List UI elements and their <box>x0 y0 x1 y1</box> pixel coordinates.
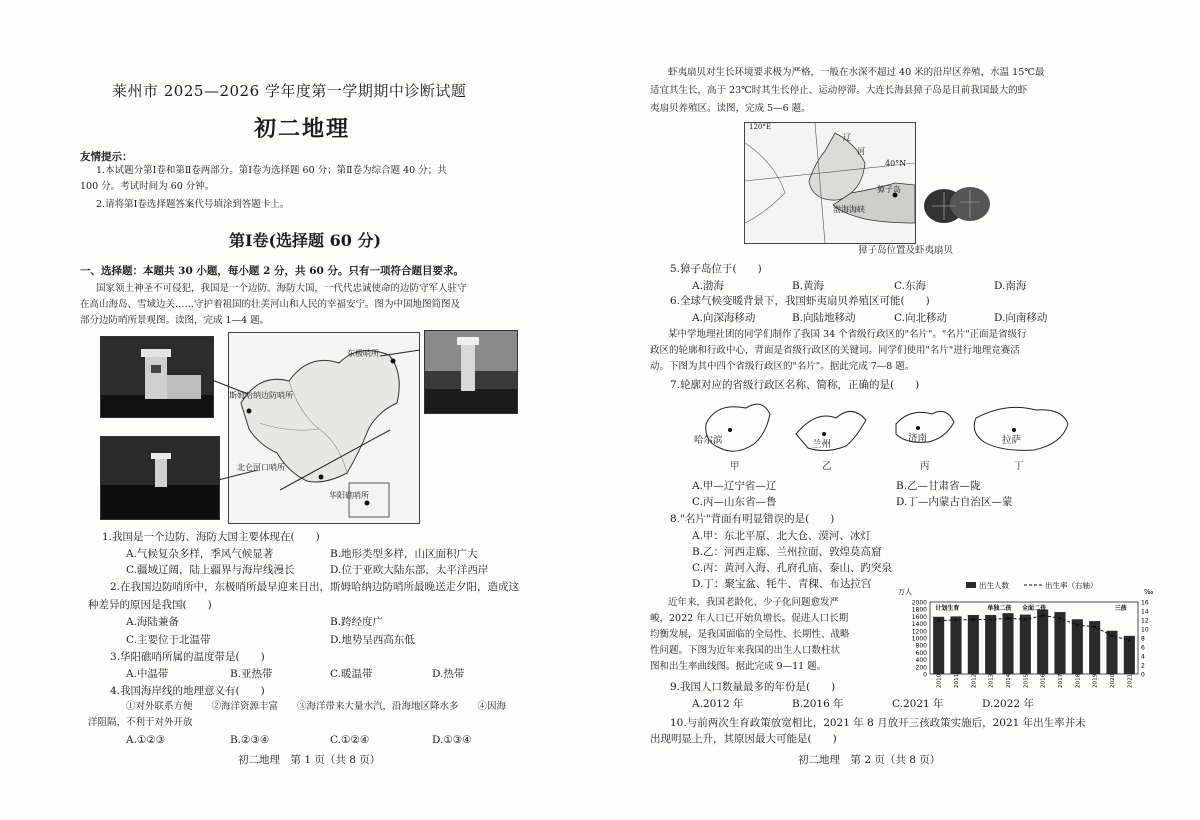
birth-chart <box>896 578 1166 690</box>
q3-stem: 3.华阳礁哨所属的温度带是( ) <box>110 651 265 663</box>
notice-heading: 友情提示： <box>80 151 133 163</box>
left-tick-label: 1600 <box>911 613 927 621</box>
q2-option-a[interactable]: A.海陆兼备 <box>126 616 179 628</box>
q8-option-b[interactable]: B.乙：河西走廊、兰州拉面、敦煌莫高窟 <box>692 546 882 558</box>
subject-title: 初二地理 <box>254 116 351 142</box>
instructions: 一、选择题：本题共 30 小题，每小题 2 分，共 60 分。只有一项符合题目要求。 <box>80 265 464 277</box>
label-huayang: 华阳礁哨所 <box>329 491 369 500</box>
rate-point-2012 <box>972 618 975 621</box>
policy-annotation: 三孩 <box>1114 605 1127 612</box>
left-tick-label: 1400 <box>911 621 927 629</box>
province-cards <box>696 394 1076 474</box>
birth-chart-svg <box>896 578 1166 690</box>
label-120e: 120°E <box>749 123 771 131</box>
q1-option-c[interactable]: C.疆域辽阔，陆上疆界与海岸线漫长 <box>126 564 295 576</box>
label-beilun: 北仑河口哨所 <box>237 463 285 472</box>
x-tick-label: 2016 <box>1040 673 1047 688</box>
right-tick-label: 16 <box>1141 599 1149 607</box>
left-tick-label: 0 <box>923 671 927 679</box>
q9-option-d[interactable]: D.2022 年 <box>982 698 1034 710</box>
bar-2018 <box>1072 619 1083 674</box>
q4-option-b[interactable]: B.②③④ <box>230 734 270 746</box>
q8-option-a[interactable]: A.甲：东北平原、北大仓、漠河、冰灯 <box>692 530 871 542</box>
q2-stem-1: 2.在我国边防哨所中，东极哨所最早迎来日出，斯姆哈纳边防哨所最晚送走夕阳，造成这 <box>110 581 520 593</box>
q4-option-c[interactable]: C.①②④ <box>330 734 370 746</box>
q9-option-c[interactable]: C.2021 年 <box>892 698 944 710</box>
q10-stem-2: 出现明显上升，其原因最大可能是( ) <box>650 733 837 745</box>
bar-2011 <box>950 616 961 674</box>
bar-2016 <box>1037 610 1048 674</box>
x-tick-label: 2017 <box>1058 673 1064 688</box>
bar-2017 <box>1054 612 1065 674</box>
q3-option-d[interactable]: D.热带 <box>432 668 465 680</box>
card-city-3: 济南 <box>908 433 928 444</box>
card-tag-2: 乙 <box>822 461 832 472</box>
left-tick-label: 1200 <box>911 628 927 636</box>
q2-stem-2: 种差异的原因是我国( ) <box>88 599 212 611</box>
rate-point-2010 <box>937 619 940 622</box>
right-axis-unit: ‰ <box>1144 588 1154 596</box>
q4-items-2: 洋阻隔，不利于对外开放 <box>88 717 193 728</box>
bar-2014 <box>1002 613 1013 674</box>
q1-option-d[interactable]: D.位于亚欧大陆东部，太平洋西岸 <box>330 564 489 576</box>
x-tick-label: 2015 <box>1023 673 1030 688</box>
x-tick-label: 2010 <box>936 673 943 688</box>
q3-option-b[interactable]: B.亚热带 <box>230 668 273 680</box>
q5-option-b[interactable]: B.黄海 <box>792 280 825 292</box>
r-para3-4: 性问题。下图为近年来我国的出生人口数柱状 <box>650 645 841 656</box>
card-tag-4: 丁 <box>1014 461 1024 472</box>
label-sipang: 斯姆哈纳边防哨所 <box>229 391 293 400</box>
label-island: 獐子岛 <box>877 185 901 194</box>
r-para3-1: 近年来，我国老龄化、少子化问题愈发严 <box>668 597 840 608</box>
q3-option-c[interactable]: C.暖温带 <box>330 668 373 680</box>
q6-option-c[interactable]: C.向北移动 <box>894 312 947 324</box>
q9-option-a[interactable]: A.2012 年 <box>692 698 744 710</box>
rate-point-2017 <box>1059 617 1062 620</box>
q4-option-a[interactable]: A.①②③ <box>126 734 166 746</box>
q1-stem: 1.我国是一个边防、海防大国主要体现在( ) <box>102 531 320 543</box>
card-city-2: 兰州 <box>812 439 832 450</box>
left-tick-label: 1800 <box>911 606 927 614</box>
rate-point-2016 <box>1041 614 1044 617</box>
r-para3-5: 图和出生率曲线图。据此完成 9—11 题。 <box>650 661 827 672</box>
x-tick-label: 2011 <box>954 673 960 688</box>
right-tick-label: 8 <box>1141 635 1145 643</box>
q8-option-c[interactable]: C.丙：黄河入海、孔府孔庙、泰山、趵突泉 <box>692 562 892 574</box>
x-tick-label: 2019 <box>1092 673 1099 688</box>
rate-point-2011 <box>955 619 958 622</box>
left-tick-label: 800 <box>915 642 927 650</box>
left-axis-unit: 万人 <box>898 588 912 596</box>
right-tick-label: 2 <box>1141 662 1145 670</box>
right-tick-label: 14 <box>1141 608 1149 616</box>
q8-stem: 8."名片"背面有明显错误的是( ) <box>670 513 835 525</box>
q7-option-d[interactable]: D.丁—内蒙古自治区—蒙 <box>896 496 1013 508</box>
policy-annotation: 单独二孩 <box>987 605 1012 612</box>
q7-option-a[interactable]: A.甲—辽宁省—辽 <box>692 480 777 492</box>
zhangzi-island-map <box>744 122 916 244</box>
r-para3-2: 峻，2022 年人口已开始负增长。促进人口长期 <box>650 613 849 624</box>
q5-stem: 5.獐子岛位于( ) <box>670 263 762 275</box>
exam-title: 莱州市 2025—2026 学年度第一学期期中诊断试题 <box>112 82 467 100</box>
r-intro-2: 适宜其生长，高于 23℃时其生长停止、运动停滞。大连长海县獐子岛是目前我国最大的虾 <box>650 85 1028 96</box>
rate-point-2014 <box>1007 617 1010 620</box>
intro-line-1: 国家领土神圣不可侵犯，我国是一个边防、海防大国，一代代忠诚使命的边防守军人驻守 <box>96 283 467 294</box>
left-tick-label: 600 <box>915 649 927 657</box>
q5-option-c[interactable]: C.东海 <box>894 280 926 292</box>
x-tick-label: 2014 <box>1006 673 1012 688</box>
q3-option-a[interactable]: A.中温带 <box>126 668 169 680</box>
intro-line-2: 在高山海岛、雪域边关……守护着祖国的壮美河山和人民的幸福安宁。图为中国地图简图及 <box>80 299 461 310</box>
right-tick-label: 10 <box>1141 626 1149 634</box>
rate-point-2018 <box>1076 624 1079 627</box>
r-para2-2: 政区的轮廓和行政中心，背面是省级行政区的关键词。同学们使用"名片"进行地理竞赛活 <box>650 345 1020 356</box>
right-tick-label: 12 <box>1141 617 1149 625</box>
r-para3-3: 均衡发展，是我国面临的全局性、长期性、战略 <box>650 629 850 640</box>
x-tick-label: 2012 <box>971 673 978 688</box>
notice-2: 2.请将第Ⅰ卷选择题答案代号填涂到答题卡上。 <box>96 199 290 210</box>
label-40n: 40°N <box>885 159 907 168</box>
x-tick-label: 2021 <box>1127 673 1134 688</box>
r-intro-3: 夷扇贝养殖区。读图，完成 5—6 题。 <box>650 103 811 114</box>
policy-annotation: 全面二孩 <box>1021 605 1047 612</box>
q9-option-b[interactable]: B.2016 年 <box>792 698 844 710</box>
rate-point-2020 <box>1111 634 1114 637</box>
section-title: 第Ⅰ卷(选择题 60 分) <box>229 231 382 250</box>
map-caption: 獐子岛位置及虾夷扇贝 <box>858 245 954 256</box>
q6-stem: 6.全球气候变暖背景下，我国虾夷扇贝养殖区可能( ) <box>670 295 930 307</box>
card-city-4: 拉萨 <box>1002 435 1022 446</box>
q1-option-a[interactable]: A.气候复杂多样，季风气候显著 <box>126 548 274 560</box>
bar-2015 <box>1020 615 1031 674</box>
q7-stem: 7.轮廓对应的省级行政区名称、简称，正确的是( ) <box>670 379 920 391</box>
map-pointer-lines <box>180 330 440 530</box>
q4-items-1: ①对外联系方便 ②海洋资源丰富 ③海洋带来大量水汽，沿海地区降水多 ④因海 <box>126 701 507 712</box>
q5-option-d[interactable]: D.南海 <box>994 280 1027 292</box>
bar-2013 <box>985 615 996 674</box>
label-strait: 渤海海峡 <box>833 205 865 214</box>
q9-stem: 9.我国人口数量最多的年份是( ) <box>670 681 836 693</box>
label-liao: 辽 <box>843 133 851 142</box>
right-tick-label: 4 <box>1141 653 1145 661</box>
q6-option-b[interactable]: B.向陆地移动 <box>792 312 856 324</box>
bar-2010 <box>933 617 944 674</box>
bar-2020 <box>1106 631 1117 674</box>
right-footer: 初二地理 第 2 页（共 8 页） <box>798 754 941 766</box>
legend-label-rate: 出生率（右轴） <box>1045 581 1098 590</box>
q6-option-a[interactable]: A.向深海移动 <box>692 312 756 324</box>
rate-point-2019 <box>1093 625 1096 628</box>
legend-label-births: 出生人数 <box>979 581 1009 590</box>
notice-1b: 100 分。考试时间为 60 分钟。 <box>80 181 215 192</box>
q5-option-a[interactable]: A.渤海 <box>692 280 724 292</box>
x-tick-label: 2018 <box>1075 673 1082 688</box>
rate-point-2015 <box>1024 618 1027 621</box>
q10-stem-1: 10.与前两次生育政策放宽相比，2021 年 8 月放开三孩政策实施后，2021 年出生率并未 <box>670 717 1086 729</box>
x-tick-label: 2013 <box>988 673 995 688</box>
q2-option-d[interactable]: D.地势呈西高东低 <box>330 634 415 646</box>
left-tick-label: 2000 <box>911 599 927 607</box>
intro-line-3: 部分边防哨所景观图。读图，完成 1—4 题。 <box>80 315 270 326</box>
right-tick-label: 0 <box>1141 671 1145 679</box>
q2-option-c[interactable]: C.主要位于北温带 <box>126 634 211 646</box>
q6-option-d[interactable]: D.向南移动 <box>994 312 1048 324</box>
rate-point-2021 <box>1128 639 1131 642</box>
q8-option-d[interactable]: D.丁：聚宝盆、牦牛、青稞、布达拉宫 <box>692 578 872 590</box>
x-tick-label: 2020 <box>1110 673 1116 688</box>
left-tick-label: 400 <box>915 657 927 665</box>
q7-option-b[interactable]: B.乙—甘肃省—陇 <box>896 480 981 492</box>
bar-2012 <box>968 615 979 674</box>
right-page <box>606 0 1200 820</box>
right-tick-label: 6 <box>1141 644 1145 652</box>
birth-rate-line <box>939 616 1130 641</box>
q7-option-c[interactable]: C.丙—山东省—鲁 <box>692 496 777 508</box>
r-para2-1: 某中学地理社团的同学们制作了我国 34 个省级行政区的"名片"。"名片"正面是省级行 <box>668 329 1027 340</box>
card-tag-3: 丙 <box>920 461 930 472</box>
left-tick-label: 200 <box>915 664 927 672</box>
left-tick-label: 1000 <box>911 635 927 643</box>
legend-swatch-births <box>966 582 976 588</box>
r-intro-1: 虾夷扇贝对生长环境要求极为严格，一般在水深不超过 40 米的沿岸区养殖，水温 15℃最 <box>668 67 1045 78</box>
card-tag-1: 甲 <box>730 461 740 472</box>
q4-option-d[interactable]: D.①③④ <box>432 734 472 746</box>
notice-1a: 1.本试题分第Ⅰ卷和第Ⅱ卷两部分。第Ⅰ卷为选择题 60 分；第Ⅱ卷为综合题 40 分；共 <box>96 165 447 176</box>
q2-option-b[interactable]: B.跨经度广 <box>330 616 384 628</box>
policy-annotation: 计划生育 <box>935 605 960 612</box>
label-he: 河 <box>857 147 865 156</box>
left-footer: 初二地理 第 1 页（共 8 页） <box>238 754 381 766</box>
scallop-icon <box>922 180 992 230</box>
rate-point-2013 <box>989 618 992 621</box>
label-dongji: 东极哨所 <box>347 349 379 358</box>
q4-stem: 4.我国海岸线的地理意义有( ) <box>110 685 265 697</box>
card-city-1: 哈尔滨 <box>694 435 723 446</box>
q1-option-b[interactable]: B.地形类型多样，山区面积广大 <box>330 548 478 560</box>
r-para2-3: 动。下图为其中四个省级行政区的"名片"。据此完成 7—8 题。 <box>650 361 915 372</box>
